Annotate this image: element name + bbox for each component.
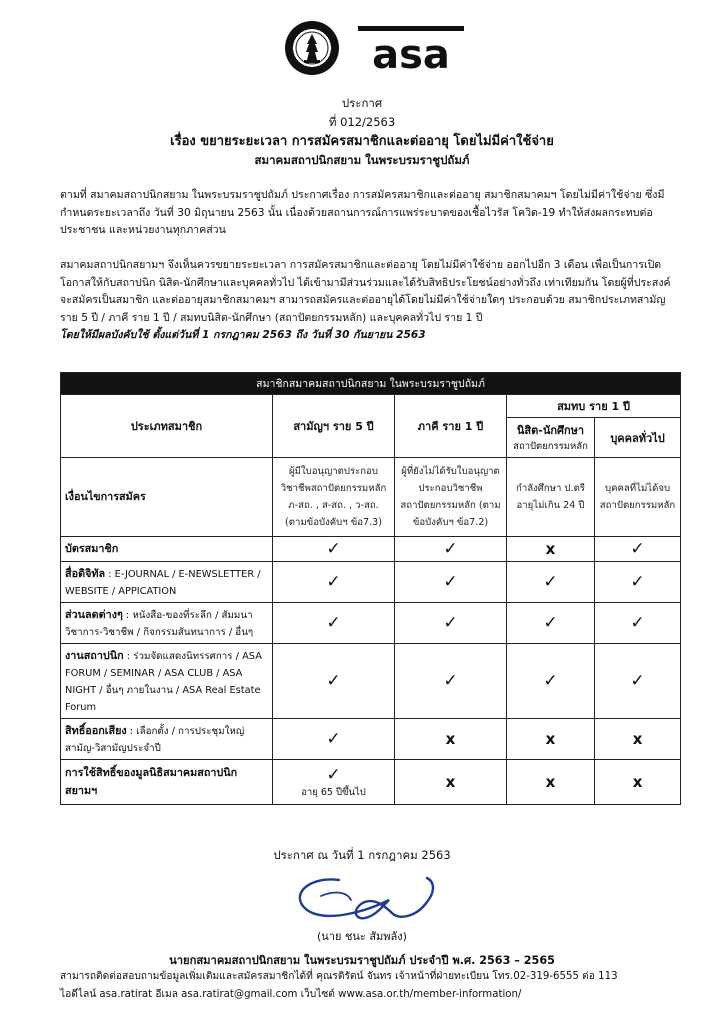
body-paragraph-2-text: สมาคมสถาปนิกสยามฯ จึงเห็นควรขยายระยะเวลา การสมัครสมาชิกและต่ออายุ โดยไม่มีค่าใช้จ่าย ออกไปอีก 3 เดือน เพื่อเป็นการเปิดโอกาสให้กับสถาปนิก นิสิต-นักศึกษาและบุคคลทั่วไป ได้เข้ามามีส่วนร่วมและได้รับสิทธิประโยชน์อย่างทั่วถึง เท่าเทียมกัน โดยผู้ที่ประสงค์จะสมัครเป็นสมาชิก และต่ออายุสมาชิกสมาคมฯ สามารถสมัครและต่ออายุได้โดยไม่มีค่าใช้จ่ายใดๆ ประกอบด้วย สมาชิกประเภทสามัญ ราย 5 ปี / ภาคี ราย 1 ปี / สมทบนิสิต-นักศึกษา (สถาปัตยกรรมหลัก) และบุคคลทั่วไป ราย 1 ปี	[60, 259, 671, 324]
check-icon: ✓	[326, 764, 341, 785]
age-note: อายุ 65 ปีขึ้นไป	[301, 786, 366, 798]
membership-table	[60, 372, 681, 805]
check-icon: ✓	[595, 644, 681, 719]
col-header-affiliate: สมทบ ราย 1 ปี	[507, 395, 681, 418]
check-icon: ✓	[595, 603, 681, 644]
check-icon: ✓	[395, 644, 507, 719]
table-row	[61, 562, 681, 603]
row-label-discounts: ส่วนลดต่างๆ : หนังสือ-ของที่ระลึก / สัมมนาวิชาการ-วิชาชีพ / กิจกรรมสันทนาการ / อื่นๆ	[61, 603, 273, 644]
check-icon: ✓	[273, 719, 395, 760]
check-icon: ✓	[595, 537, 681, 562]
announcement-header	[0, 94, 724, 170]
announcement-label: ประกาศ	[341, 96, 383, 110]
table-row	[61, 603, 681, 644]
body-paragraph-1: ตามที่ สมาคมสถาปนิกสยาม ในพระบรมราชูปถัมภ์ ประกาศเรื่อง การสมัครสมาชิกและต่ออายุ สมาชิกสมาคมฯ โดยไม่มีค่าใช้จ่าย ซึ่งมีกำหนดระยะเวลาถึง วันที่ 30 มิถุนายน 2563 นั้น เนื่องด้วยสถานการณ์การแพร่ระบาดของเชื้อไวรัส โควิด-19 ทำให้ส่งผลกระทบต่อประชาชน และหน่วยงานทุกภาคส่วน	[60, 189, 665, 236]
cond-general: บุคคลที่ไม่ได้จบสถาปัตยกรรมหลัก	[595, 458, 681, 537]
cross-icon: x	[507, 760, 595, 805]
header-logos	[0, 14, 724, 84]
row-label-foundation: การใช้สิทธิ์ของมูลนิธิสมาคมสถาปนิกสยามฯ	[61, 760, 273, 805]
foundation-ordinary-cell	[273, 760, 395, 805]
cond-associate: ผู้ที่ยังไม่ได้รับใบอนุญาตประกอบวิชาชีพสถาปัตยกรรมหลัก (ตามข้อบังคับฯ ข้อ7.2)	[395, 458, 507, 537]
row-label-conditions: เงื่อนไขการสมัคร	[61, 458, 273, 537]
cross-icon: x	[507, 537, 595, 562]
col-header-student-label: นิสิต-นักศึกษา	[516, 424, 585, 437]
col-header-student-sub: สถาปัตยกรรมหลัก	[513, 441, 588, 452]
check-icon: ✓	[273, 644, 395, 719]
contact-line-2: ไอดีไลน์ asa.ratirat อีเมล asa.ratirat@gmail.com เว็บไซต์ www.asa.or.th/member-information/	[60, 989, 522, 1000]
effective-date: โดยให้มีผลบังคับใช้ ตั้งแต่วันที่ 1 กรกฎาคม 2563 ถึง วันที่ 30 กันยายน 2563	[60, 329, 426, 341]
cross-icon: x	[595, 719, 681, 760]
cross-icon: x	[507, 719, 595, 760]
row-label-digital: สื่อดิจิทัล : E-JOURNAL / E-NEWSLETTER / WEBSITE / APPICATION	[61, 562, 273, 603]
check-icon: ✓	[395, 537, 507, 562]
check-icon: ✓	[507, 644, 595, 719]
body-paragraph-2	[60, 257, 680, 345]
association-seal-icon	[284, 20, 340, 76]
signature-icon	[277, 866, 447, 924]
asa-logo-text: asa	[372, 32, 450, 78]
check-icon: ✓	[395, 562, 507, 603]
table-row-conditions	[61, 458, 681, 537]
asa-logo-icon	[356, 22, 466, 78]
cross-icon: x	[395, 760, 507, 805]
col-header-associate: ภาคี ราย 1 ปี	[395, 395, 507, 458]
row-label-voting: สิทธิ์ออกเสียง : เลือกตั้ง / การประชุมใหญ่สามัญ-วิสามัญประจำปี	[61, 719, 273, 760]
check-icon: ✓	[273, 537, 395, 562]
signer-position: นายกสมาคมสถาปนิกสยาม ในพระบรมราชูปถัมภ์ ประจำปี พ.ศ. 2563 – 2565	[169, 954, 555, 967]
cond-ordinary: ผู้มีใบอนุญาตประกอบวิชาชีพสถาปัตยกรรมหลัก ภ-สถ. , ส-สถ. , ว-สถ. (ตามข้อบังคับฯ ข้อ7.3)	[273, 458, 395, 537]
row-label-card: บัตรสมาชิก	[61, 537, 273, 562]
row-label-architect-expo: งานสถาปนิก : ร่วมจัดแสดงนิทรรศการ / ASA FORUM / SEMINAR / ASA CLUB / ASA NIGHT / อื่นๆ ภายในงาน / ASA Real Estate Forum	[61, 644, 273, 719]
check-icon: ✓	[395, 603, 507, 644]
contact-line-1: สามารถติดต่อสอบถามข้อมูลเพิ่มเติมและสมัครสมาชิกได้ที่ คุณรติรัตน์ จันทร เจ้าหน้าที่ฝ่ายทะเบียน โทร.02-319-6555 ต่อ 113	[60, 971, 618, 982]
cross-icon: x	[395, 719, 507, 760]
table-row	[61, 719, 681, 760]
cross-icon: x	[595, 760, 681, 805]
check-icon: ✓	[507, 603, 595, 644]
announcement-title: เรื่อง ขยายระยะเวลา การสมัครสมาชิกและต่ออายุ โดยไม่มีค่าใช้จ่าย	[170, 134, 554, 149]
signature-block	[0, 846, 724, 970]
col-header-student	[507, 418, 595, 458]
col-header-type: ประเภทสมาชิก	[61, 395, 273, 458]
announcement-number: ที่ 012/2563	[328, 115, 396, 129]
check-icon: ✓	[595, 562, 681, 603]
cond-student: กำลังศึกษา ป.ตรี อายุไม่เกิน 24 ปี	[507, 458, 595, 537]
col-header-ordinary: สามัญฯ ราย 5 ปี	[273, 395, 395, 458]
signer-name: (นาย ชนะ สัมพลัง)	[317, 930, 407, 943]
announcement-date: ประกาศ ณ วันที่ 1 กรกฎาคม 2563	[273, 848, 451, 862]
check-icon: ✓	[273, 603, 395, 644]
col-header-general: บุคคลทั่วไป	[595, 418, 681, 458]
table-row	[61, 760, 681, 805]
check-icon: ✓	[507, 562, 595, 603]
organization-name: สมาคมสถาปนิกสยาม ในพระบรมราชูปถัมภ์	[254, 153, 470, 167]
table-banner: สมาชิกสมาคมสถาปนิกสยาม ในพระบรมราชูปถัมภ์	[61, 373, 681, 395]
contact-info	[60, 968, 690, 1004]
table-row	[61, 644, 681, 719]
table-row	[61, 537, 681, 562]
check-icon: ✓	[273, 562, 395, 603]
